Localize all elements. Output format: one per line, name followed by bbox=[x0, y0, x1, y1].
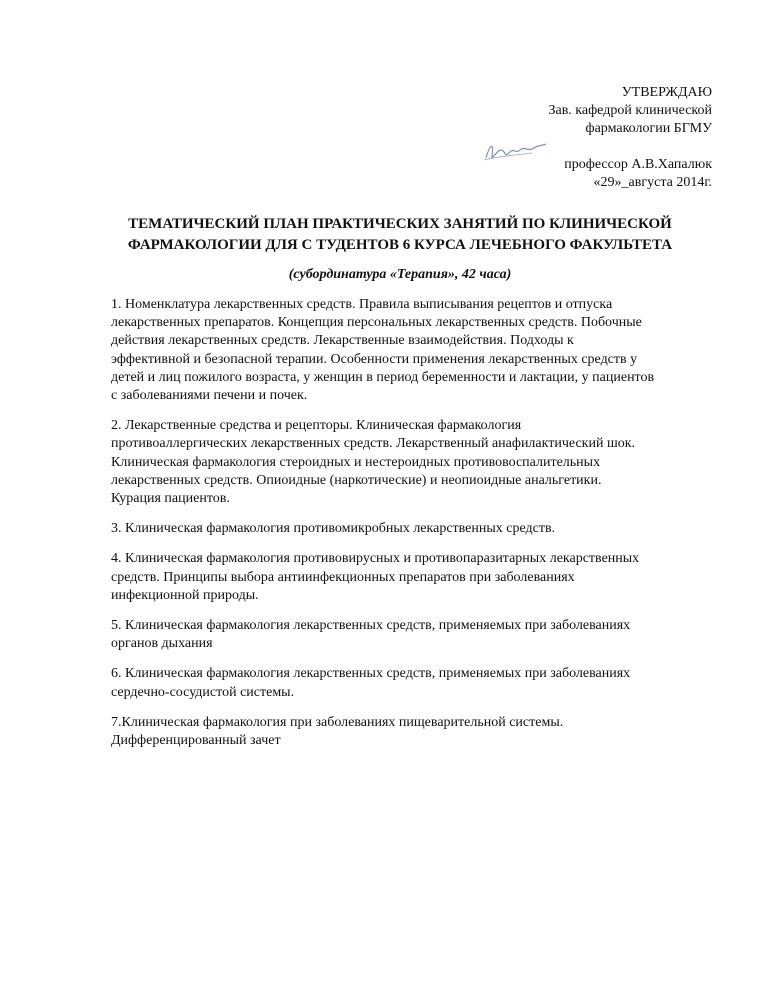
approval-signer: профессор А.В.Хапалюк bbox=[564, 157, 712, 172]
list-item bbox=[111, 550, 711, 605]
topics-list bbox=[111, 296, 711, 762]
item-line: Дифференцированный зачет bbox=[111, 733, 281, 749]
approval-block bbox=[548, 84, 712, 192]
item-line: 1. Номенклатура лекарственных средств. Правила выписывания рецептов и отпуска bbox=[111, 297, 613, 312]
approval-position-line1: Зав. кафедрой клинической bbox=[548, 103, 712, 118]
document-title bbox=[110, 214, 690, 256]
item-line: лекарственных препаратов. Концепция персональных лекарственных средств. Побочные bbox=[111, 315, 642, 331]
item-line: противоаллергических лекарственных средств. Лекарственный анафилактический шок. bbox=[111, 436, 636, 452]
item-line: 4. Клиническая фармакология противовирусных и противопаразитарных лекарственных bbox=[111, 551, 640, 567]
signature-icon bbox=[480, 136, 550, 166]
item-line: Курация пациентов. bbox=[111, 491, 230, 507]
list-item bbox=[111, 617, 711, 653]
list-item bbox=[111, 665, 711, 701]
title-line-1: ТЕМАТИЧЕСКИЙ ПЛАН ПРАКТИЧЕСКИХ ЗАНЯТИЙ ПО КЛИНИЧЕСКОЙ bbox=[128, 216, 672, 232]
item-line: средств. Принципы выбора антиинфекционных препаратов при заболеваниях bbox=[111, 569, 575, 585]
approval-date: «29»_августа 2014г. bbox=[593, 175, 712, 190]
item-line: Клиническая фармакология стероидных и нестероидных противовоспалительных bbox=[111, 454, 601, 470]
list-item bbox=[111, 296, 711, 405]
item-line: с заболеваниями печени и почек. bbox=[111, 388, 308, 404]
list-item bbox=[111, 520, 711, 538]
item-line: 2. Лекарственные средства и рецепторы. Клиническая фармакология bbox=[111, 418, 522, 434]
approval-position-line2: фармакологии БГМУ bbox=[585, 121, 712, 136]
item-line: 5. Клиническая фармакология лекарственных средств, применяемых при заболеваниях bbox=[111, 618, 631, 634]
item-line: эффективной и безопасной терапии. Особенности применения лекарственных средств у bbox=[111, 351, 638, 367]
item-line: 6. Клиническая фармакология лекарственных средств, применяемых при заболеваниях bbox=[111, 666, 631, 682]
list-item bbox=[111, 417, 711, 508]
item-line: 7.Клиническая фармакология при заболеваниях пищеварительной системы. bbox=[111, 714, 564, 730]
approval-heading: УТВЕРЖДАЮ bbox=[621, 85, 712, 100]
list-item bbox=[111, 714, 711, 750]
item-line: инфекционной природы. bbox=[111, 587, 259, 603]
item-line: детей и лиц пожилого возраста, у женщин в период беременности и лактации, у пациентов bbox=[111, 369, 655, 385]
item-line: лекарственных средств. Опиоидные (наркотические) и неопиоидные анальгетики. bbox=[111, 472, 602, 488]
document-subtitle: (субординатура «Терапия», 42 часа) bbox=[288, 267, 512, 282]
item-line: органов дыхания bbox=[111, 636, 213, 652]
item-line: сердечно-сосудистой системы. bbox=[111, 684, 295, 700]
title-line-2: ФАРМАКОЛОГИИ ДЛЯ С ТУДЕНТОВ 6 КУРСА ЛЕЧЕБНОГО ФАКУЛЬТЕТА bbox=[127, 237, 673, 253]
item-line: 3. Клиническая фармакология противомикробных лекарственных средств. bbox=[111, 521, 556, 537]
item-line: действия лекарственных средств. Лекарственные взаимодействия. Подходы к bbox=[111, 333, 574, 349]
